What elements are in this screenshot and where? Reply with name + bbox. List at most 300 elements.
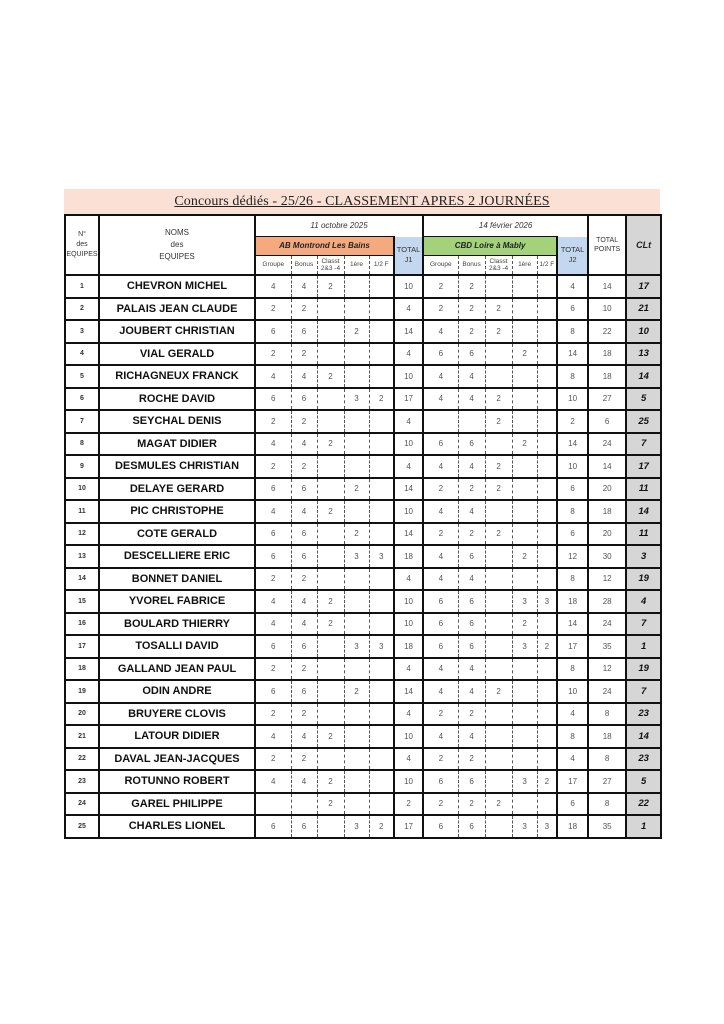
j1-bonus-cell: 4 (291, 365, 317, 388)
j2-groupe-cell: 4 (423, 545, 458, 568)
j1-classt-cell: 2 (317, 770, 344, 793)
j1-1ere-cell (344, 590, 369, 613)
total-j1-cell: 17 (394, 388, 423, 411)
j2-classt-cell (485, 725, 512, 748)
col-header-names (99, 215, 255, 275)
j2-half-final-cell (537, 388, 557, 411)
j1-groupe-cell: 4 (255, 433, 291, 456)
j1-classt-cell (317, 455, 344, 478)
total-j2-cell: 4 (557, 748, 588, 771)
team-name: ODIN ANDRE (99, 680, 255, 703)
j1-groupe-cell: 2 (255, 343, 291, 366)
j2-half-final-cell (537, 320, 557, 343)
total-j2-cell: 4 (557, 275, 588, 298)
j1-classt-cell: 2 (317, 365, 344, 388)
team-number: 19 (65, 680, 99, 703)
total-j2-cell: 6 (557, 523, 588, 546)
j2-classt-cell (485, 703, 512, 726)
total-j1-cell: 4 (394, 410, 423, 433)
j1-groupe-cell: 6 (255, 320, 291, 343)
ranking-cell: 11 (626, 523, 661, 546)
j1-half-final-cell (369, 365, 394, 388)
j2-half-final-cell: 3 (537, 815, 557, 838)
total-points-cell: 18 (588, 365, 626, 388)
table-row (65, 658, 661, 681)
j1-1ere-cell: 2 (344, 320, 369, 343)
j1-groupe-cell: 4 (255, 613, 291, 636)
col-header-1ere: 1ère (344, 256, 369, 276)
j2-classt-cell (485, 275, 512, 298)
j2-bonus-cell: 6 (458, 815, 485, 838)
j1-half-final-cell (369, 320, 394, 343)
ranking-cell: 11 (626, 478, 661, 501)
j2-half-final-cell (537, 748, 557, 771)
j2-1ere-cell (512, 568, 537, 591)
j1-1ere-cell (344, 433, 369, 456)
j2-1ere-cell (512, 320, 537, 343)
j1-1ere-cell: 2 (344, 523, 369, 546)
j2-classt-cell (485, 770, 512, 793)
team-number: 21 (65, 725, 99, 748)
col-header-half-final: 1/2 F (539, 261, 555, 268)
j1-groupe-cell: 2 (255, 455, 291, 478)
j1-bonus-cell: 6 (291, 478, 317, 501)
j2-date: 14 février 2026 (423, 215, 588, 237)
j1-bonus-cell: 6 (291, 523, 317, 546)
header-text: J2 (568, 255, 577, 265)
j1-half-final-cell (369, 613, 394, 636)
team-name: BONNET DANIEL (99, 568, 255, 591)
total-points-cell: 8 (588, 793, 626, 816)
j2-1ere-cell: 2 (512, 613, 537, 636)
j2-classt-cell (485, 815, 512, 838)
j2-groupe-cell: 2 (423, 793, 458, 816)
total-points-cell: 35 (588, 635, 626, 658)
j1-half-final-cell (369, 298, 394, 321)
j1-groupe-cell: 6 (255, 523, 291, 546)
j1-bonus-cell: 6 (291, 388, 317, 411)
j1-groupe-cell: 6 (255, 815, 291, 838)
j2-half-final-cell (537, 703, 557, 726)
col-header-total-j1 (394, 237, 423, 276)
total-points-cell: 35 (588, 815, 626, 838)
col-header-1ere: 1ère (512, 256, 537, 276)
ranking-cell: 4 (626, 590, 661, 613)
j1-1ere-cell (344, 748, 369, 771)
team-name: RICHAGNEUX FRANCK (99, 365, 255, 388)
j2-bonus-cell: 2 (458, 275, 485, 298)
table-row (65, 725, 661, 748)
header-text: des (76, 241, 88, 248)
j2-1ere-cell: 2 (512, 343, 537, 366)
team-number: 11 (65, 500, 99, 523)
table-row (65, 500, 661, 523)
total-points-cell: 20 (588, 523, 626, 546)
total-j2-cell: 4 (557, 703, 588, 726)
j1-date: 11 octobre 2025 (310, 221, 368, 230)
total-j1-cell: 4 (394, 343, 423, 366)
j2-1ere-cell: 3 (512, 770, 537, 793)
table-row (65, 613, 661, 636)
table-row (65, 298, 661, 321)
j2-bonus-cell: 2 (458, 298, 485, 321)
team-name: DESCELLIERE ERIC (99, 545, 255, 568)
table-row (65, 343, 661, 366)
j2-bonus-cell: 6 (458, 545, 485, 568)
total-j1-cell: 10 (394, 365, 423, 388)
j1-bonus-cell: 2 (291, 410, 317, 433)
header-text: EQUIPES (159, 252, 195, 261)
col-header-classt: Classt 2&3 -4 (485, 256, 512, 276)
col-header-half-final: 1/2 F (373, 261, 389, 268)
total-j1-cell: 2 (394, 793, 423, 816)
table-row (65, 590, 661, 613)
j2-classt-cell (485, 613, 512, 636)
total-j1-cell: 4 (394, 703, 423, 726)
team-number: 16 (65, 613, 99, 636)
total-j2-cell: 8 (557, 658, 588, 681)
ranking-cell: 14 (626, 365, 661, 388)
j2-half-final-cell (537, 275, 557, 298)
col-header-total-j2 (557, 237, 588, 276)
ranking-cell: 1 (626, 635, 661, 658)
j2-bonus-cell: 4 (458, 725, 485, 748)
table-row (65, 388, 661, 411)
j1-half-final-cell (369, 343, 394, 366)
total-j2-cell: 17 (557, 770, 588, 793)
j2-groupe-cell: 4 (423, 388, 458, 411)
ranking-cell: 17 (626, 275, 661, 298)
j2-classt-cell: 2 (485, 793, 512, 816)
j1-half-final-cell (369, 523, 394, 546)
j1-classt-cell (317, 545, 344, 568)
j1-1ere-cell: 2 (344, 680, 369, 703)
ranking-cell: 23 (626, 748, 661, 771)
j1-groupe-cell: 2 (255, 658, 291, 681)
total-j1-cell: 18 (394, 635, 423, 658)
j1-classt-cell (317, 748, 344, 771)
total-points-cell: 12 (588, 658, 626, 681)
j2-1ere-cell (512, 365, 537, 388)
j2-half-final-cell (537, 568, 557, 591)
j2-groupe-cell: 2 (423, 523, 458, 546)
j1-1ere-cell: 3 (344, 815, 369, 838)
total-j2-cell: 14 (557, 343, 588, 366)
table-row (65, 635, 661, 658)
j2-bonus-cell: 4 (458, 455, 485, 478)
j2-bonus-cell: 2 (458, 523, 485, 546)
standings-rows (65, 275, 661, 838)
total-points-cell: 20 (588, 478, 626, 501)
j1-groupe-cell: 6 (255, 545, 291, 568)
j2-1ere-cell (512, 410, 537, 433)
j2-1ere-cell (512, 523, 537, 546)
j2-1ere-cell (512, 703, 537, 726)
ranking-cell: 14 (626, 725, 661, 748)
team-name: PIC CHRISTOPHE (99, 500, 255, 523)
j2-classt-cell (485, 365, 512, 388)
j2-half-final-cell (537, 410, 557, 433)
j2-bonus-cell: 4 (458, 680, 485, 703)
j2-bonus-cell: 2 (458, 703, 485, 726)
total-points-cell: 24 (588, 680, 626, 703)
team-number: 1 (65, 275, 99, 298)
j1-groupe-cell: 2 (255, 703, 291, 726)
j1-bonus-cell: 2 (291, 748, 317, 771)
team-number: 12 (65, 523, 99, 546)
j2-groupe-cell: 6 (423, 635, 458, 658)
j2-1ere-cell (512, 388, 537, 411)
team-number: 14 (65, 568, 99, 591)
ranking-cell: 7 (626, 613, 661, 636)
j2-1ere-cell: 3 (512, 590, 537, 613)
j2-1ere-cell (512, 478, 537, 501)
j2-classt-cell (485, 658, 512, 681)
j2-groupe-cell: 2 (423, 478, 458, 501)
header-text: TOTAL (596, 237, 619, 244)
total-points-cell: 6 (588, 410, 626, 433)
j2-groupe-cell: 6 (423, 590, 458, 613)
j1-bonus-cell: 4 (291, 590, 317, 613)
total-j1-cell: 10 (394, 725, 423, 748)
j1-half-final-cell (369, 703, 394, 726)
j2-1ere-cell (512, 680, 537, 703)
j1-1ere-cell (344, 410, 369, 433)
ranking-cell: 1 (626, 815, 661, 838)
j2-1ere-cell: 2 (512, 545, 537, 568)
table-row (65, 275, 661, 298)
j2-venue: CBD Loire à Mably (423, 237, 557, 256)
j2-classt-cell (485, 590, 512, 613)
total-j2-cell: 18 (557, 590, 588, 613)
table-row (65, 770, 661, 793)
team-name: SEYCHAL DENIS (99, 410, 255, 433)
j2-1ere-cell (512, 275, 537, 298)
j2-classt-cell (485, 568, 512, 591)
col-header-total-points (588, 215, 626, 275)
total-points-cell: 14 (588, 275, 626, 298)
j1-bonus-cell: 4 (291, 770, 317, 793)
j2-bonus-cell: 6 (458, 590, 485, 613)
j2-bonus-cell: 6 (458, 635, 485, 658)
j2-1ere-cell (512, 298, 537, 321)
total-j1-cell: 10 (394, 613, 423, 636)
j1-half-final-cell (369, 433, 394, 456)
total-j2-cell: 17 (557, 635, 588, 658)
j2-1ere-cell (512, 793, 537, 816)
j2-half-final-cell (537, 455, 557, 478)
team-name: GAREL PHILIPPE (99, 793, 255, 816)
team-number: 24 (65, 793, 99, 816)
j2-groupe-cell: 4 (423, 680, 458, 703)
j1-half-final-cell (369, 725, 394, 748)
j2-classt-cell (485, 545, 512, 568)
total-j2-cell: 10 (557, 680, 588, 703)
total-points-cell: 30 (588, 545, 626, 568)
j1-1ere-cell (344, 770, 369, 793)
total-j1-cell: 18 (394, 545, 423, 568)
table-row (65, 568, 661, 591)
j1-classt-cell (317, 635, 344, 658)
j1-1ere-cell: 3 (344, 635, 369, 658)
table-row (65, 455, 661, 478)
j1-bonus-cell: 4 (291, 433, 317, 456)
j2-1ere-cell (512, 658, 537, 681)
j1-half-final-cell (369, 658, 394, 681)
j1-half-final-cell: 3 (369, 635, 394, 658)
j1-groupe-cell: 2 (255, 298, 291, 321)
j1-classt-cell (317, 523, 344, 546)
j2-bonus-cell: 4 (458, 365, 485, 388)
ranking-cell: 7 (626, 680, 661, 703)
j2-half-final-cell (537, 545, 557, 568)
j1-half-final-cell (369, 568, 394, 591)
team-name: GALLAND JEAN PAUL (99, 658, 255, 681)
j2-groupe-cell: 4 (423, 568, 458, 591)
total-j1-cell: 10 (394, 500, 423, 523)
j1-classt-cell: 2 (317, 613, 344, 636)
total-j2-cell: 10 (557, 388, 588, 411)
j1-bonus-cell (291, 793, 317, 816)
total-points-cell: 27 (588, 388, 626, 411)
j1-groupe-cell: 2 (255, 410, 291, 433)
j2-groupe-cell: 2 (423, 275, 458, 298)
j1-groupe-cell: 2 (255, 748, 291, 771)
team-name: DAVAL JEAN-JACQUES (99, 748, 255, 771)
j1-1ere-cell: 3 (344, 388, 369, 411)
j2-bonus-cell: 4 (458, 388, 485, 411)
j2-classt-cell: 2 (485, 680, 512, 703)
j1-1ere-cell (344, 275, 369, 298)
total-points-cell: 18 (588, 500, 626, 523)
j2-1ere-cell (512, 455, 537, 478)
j2-half-final-cell: 2 (537, 635, 557, 658)
j1-1ere-cell (344, 500, 369, 523)
team-number: 23 (65, 770, 99, 793)
j2-half-final-cell (537, 613, 557, 636)
j2-bonus-cell: 4 (458, 568, 485, 591)
total-j2-cell: 8 (557, 365, 588, 388)
j2-half-final-cell (537, 343, 557, 366)
col-header-clt: CLt (626, 215, 661, 275)
j1-half-final-cell (369, 590, 394, 613)
ranking-cell: 5 (626, 388, 661, 411)
team-name: ROCHE DAVID (99, 388, 255, 411)
team-number: 17 (65, 635, 99, 658)
j2-half-final-cell (537, 500, 557, 523)
table-row (65, 748, 661, 771)
team-number: 7 (65, 410, 99, 433)
j1-classt-cell (317, 320, 344, 343)
j1-classt-cell: 2 (317, 590, 344, 613)
col-header-bonus: Bonus (291, 256, 317, 276)
j1-classt-cell: 2 (317, 433, 344, 456)
team-name: COTE GERALD (99, 523, 255, 546)
j2-1ere-cell: 3 (512, 635, 537, 658)
j1-half-final-cell (369, 748, 394, 771)
total-j1-cell: 4 (394, 455, 423, 478)
j2-classt-cell: 2 (485, 298, 512, 321)
j2-half-final-cell: 2 (537, 770, 557, 793)
j2-bonus-cell: 6 (458, 770, 485, 793)
team-name: BOULARD THIERRY (99, 613, 255, 636)
team-name: YVOREL FABRICE (99, 590, 255, 613)
ranking-cell: 13 (626, 343, 661, 366)
ranking-cell: 19 (626, 658, 661, 681)
total-j2-cell: 8 (557, 725, 588, 748)
table-row (65, 478, 661, 501)
j1-groupe-cell: 6 (255, 635, 291, 658)
total-j2-cell: 14 (557, 433, 588, 456)
j2-bonus-cell: 2 (458, 793, 485, 816)
j1-1ere-cell (344, 343, 369, 366)
j1-groupe-cell: 6 (255, 680, 291, 703)
j1-half-final-cell (369, 410, 394, 433)
j1-bonus-cell: 2 (291, 658, 317, 681)
team-number: 4 (65, 343, 99, 366)
j2-groupe-cell: 4 (423, 455, 458, 478)
j2-groupe-cell (423, 410, 458, 433)
total-j1-cell: 4 (394, 748, 423, 771)
j2-1ere-cell (512, 725, 537, 748)
j2-groupe-cell: 2 (423, 703, 458, 726)
total-points-cell: 10 (588, 298, 626, 321)
ranking-cell: 22 (626, 793, 661, 816)
j1-groupe-cell: 6 (255, 388, 291, 411)
col-header-number (65, 215, 99, 275)
page-title: Concours dédiés - 25/26 - CLASSEMENT APRES 2 JOURNÉES (174, 193, 550, 209)
j1-classt-cell (317, 703, 344, 726)
j2-classt-cell: 2 (485, 478, 512, 501)
team-name: ROTUNNO ROBERT (99, 770, 255, 793)
team-number: 13 (65, 545, 99, 568)
ranking-cell: 7 (626, 433, 661, 456)
team-number: 3 (65, 320, 99, 343)
team-number: 15 (65, 590, 99, 613)
total-points-cell: 22 (588, 320, 626, 343)
j1-1ere-cell (344, 365, 369, 388)
j1-bonus-cell: 6 (291, 680, 317, 703)
j2-classt-cell (485, 500, 512, 523)
j2-groupe-cell: 6 (423, 343, 458, 366)
total-points-cell: 27 (588, 770, 626, 793)
j2-half-final-cell (537, 298, 557, 321)
col-header-groupe: Groupe (423, 256, 458, 276)
j2-1ere-cell (512, 748, 537, 771)
team-name: CHARLES LIONEL (99, 815, 255, 838)
team-name: CHEVRON MICHEL (99, 275, 255, 298)
j2-1ere-cell: 3 (512, 815, 537, 838)
j2-classt-cell: 2 (485, 388, 512, 411)
table-row (65, 545, 661, 568)
j1-1ere-cell (344, 455, 369, 478)
j1-half-final-cell (369, 455, 394, 478)
j1-bonus-cell: 6 (291, 320, 317, 343)
header-text: des (170, 240, 184, 249)
j2-bonus-cell: 6 (458, 433, 485, 456)
col-header-bonus: Bonus (458, 256, 485, 276)
table-row (65, 410, 661, 433)
table-row (65, 703, 661, 726)
j2-classt-cell (485, 343, 512, 366)
total-points-cell: 8 (588, 703, 626, 726)
j1-classt-cell (317, 568, 344, 591)
title-bar (64, 189, 660, 214)
j2-groupe-cell: 2 (423, 298, 458, 321)
j2-bonus-cell: 2 (458, 478, 485, 501)
j1-1ere-cell: 3 (344, 545, 369, 568)
j1-half-final-cell (369, 275, 394, 298)
